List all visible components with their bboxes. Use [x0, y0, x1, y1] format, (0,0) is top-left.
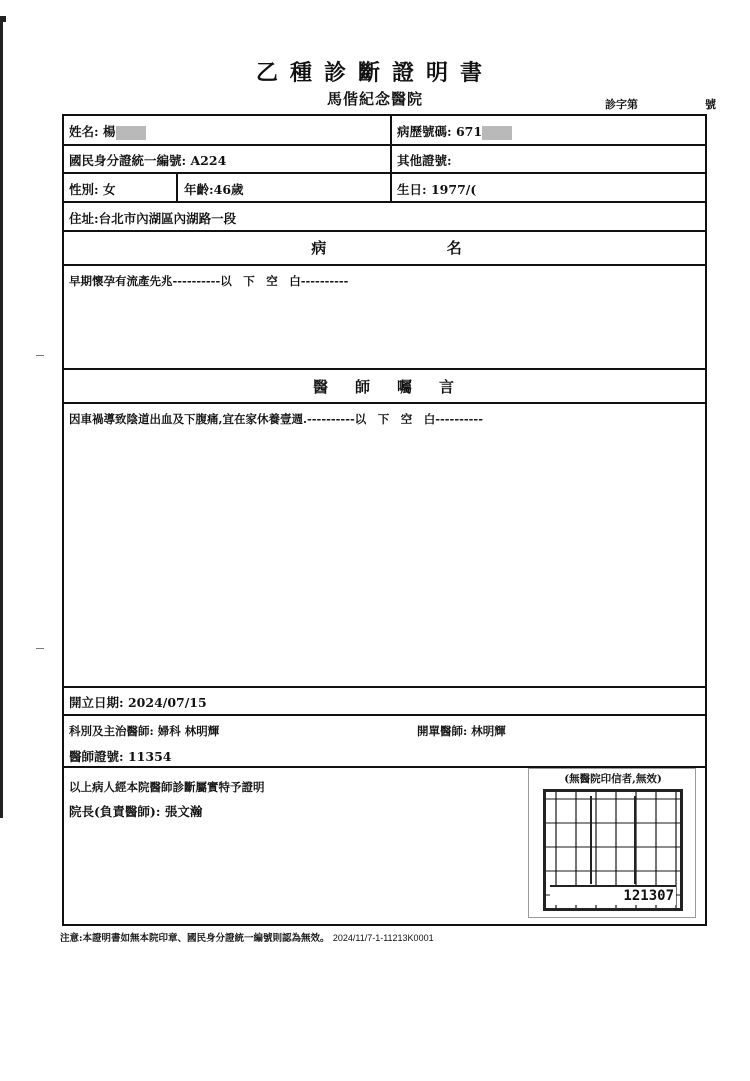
- age-label: 年齡:: [184, 182, 214, 197]
- doctor-advice-heading: 醫 師 囑 言: [312, 378, 460, 396]
- age-field: [184, 180, 244, 198]
- row-divider: [64, 402, 705, 404]
- other-id-label: 其他證號:: [397, 153, 452, 168]
- footer-notice: [60, 930, 434, 944]
- page-edge-shadow: [0, 18, 3, 818]
- column-divider: [176, 172, 178, 202]
- national-id-label: 國民身分證統一編號:: [69, 153, 187, 168]
- sex-field: [69, 180, 116, 198]
- seal-column-divider: [634, 796, 636, 884]
- certification-statement: 以上病人經本院醫師診斷屬實特予證明: [69, 780, 265, 794]
- national-id-field: [69, 151, 226, 169]
- document-title: 乙種診斷證明書: [255, 60, 494, 86]
- redaction-block: [482, 126, 512, 140]
- director-field: [69, 802, 202, 820]
- record-number-value: 671: [455, 124, 483, 139]
- director-label: 院長(負責醫師):: [69, 804, 161, 819]
- seal-column-divider: [590, 796, 592, 884]
- birth-date-field: [397, 180, 476, 198]
- other-id-field: [397, 151, 452, 169]
- sex-value: 女: [102, 182, 116, 197]
- director-value: 張文瀚: [164, 804, 203, 819]
- margin-mark: [36, 648, 44, 649]
- birth-date-label: 生日:: [397, 182, 427, 197]
- stamp-caption: (無醫院印信者,無效): [564, 773, 662, 785]
- row-divider: [64, 172, 705, 174]
- margin-mark: [36, 355, 44, 356]
- row-divider: [64, 686, 705, 688]
- patient-name-value: 楊: [102, 124, 116, 139]
- attending-doctor-field: [69, 723, 219, 739]
- issue-date-field: [69, 693, 207, 711]
- doctor-license-label: 醫師證號:: [69, 749, 124, 764]
- row-divider: [64, 144, 705, 146]
- issue-date-value: 2024/07/15: [127, 695, 207, 710]
- hospital-seal-icon: [543, 789, 683, 911]
- footer-document-code: 2024/11/7-1-11213K0001: [332, 933, 434, 943]
- address-label: 住址:: [69, 211, 99, 226]
- column-divider: [390, 116, 392, 202]
- page-edge-corner: [0, 16, 6, 22]
- diagnosis-heading-left: 病: [311, 239, 327, 257]
- birth-date-value: 1977/(: [430, 182, 477, 197]
- address-value: 台北市內湖區內湖路一段: [98, 211, 237, 226]
- issuing-doctor-field: [417, 723, 506, 739]
- patient-name-field: [69, 122, 146, 140]
- issuing-doctor-label: 開單醫師:: [417, 724, 468, 738]
- hospital-name: 馬偕紀念醫院: [326, 90, 423, 108]
- hospital-stamp-box: [528, 768, 696, 918]
- row-divider: [64, 201, 705, 203]
- redaction-block: [116, 126, 146, 140]
- diagnosis-heading: [64, 237, 709, 258]
- row-divider: [64, 368, 705, 370]
- record-number-field: [397, 122, 512, 140]
- row-divider: [64, 264, 705, 266]
- address-field: [69, 209, 236, 227]
- attending-doctor-value: 婦科 林明輝: [157, 724, 220, 738]
- issuing-doctor-value: 林明輝: [471, 724, 506, 738]
- row-divider: [64, 714, 705, 716]
- record-number-label: 病歷號碼:: [397, 124, 452, 139]
- certificate-number-label: 診字第: [605, 98, 638, 111]
- sex-label: 性別:: [69, 182, 99, 197]
- attending-doctor-label: 科別及主治醫師:: [69, 724, 154, 738]
- patient-name-label: 姓名:: [69, 124, 99, 139]
- certificate-number-suffix: 號: [705, 98, 716, 111]
- seal-number: 121307: [550, 885, 676, 905]
- doctor-advice-text: 因車禍導致陰道出血及下腹痛,宜在家休養壹週.----------以 下 空 白----------: [69, 412, 483, 426]
- row-divider: [64, 230, 705, 232]
- footer-notice-text: 注意:本證明書如無本院印章、國民身分證統一編號則認為無效。: [60, 933, 330, 944]
- issue-date-label: 開立日期:: [69, 695, 124, 710]
- doctor-license-value: 11354: [127, 749, 172, 764]
- diagnosis-text: 早期懷孕有流產先兆----------以 下 空 白----------: [69, 274, 349, 288]
- diagnosis-heading-right: 名: [446, 239, 462, 257]
- age-value: 46歲: [213, 182, 244, 197]
- national-id-value: A224: [190, 153, 227, 168]
- doctor-license-field: [69, 747, 171, 765]
